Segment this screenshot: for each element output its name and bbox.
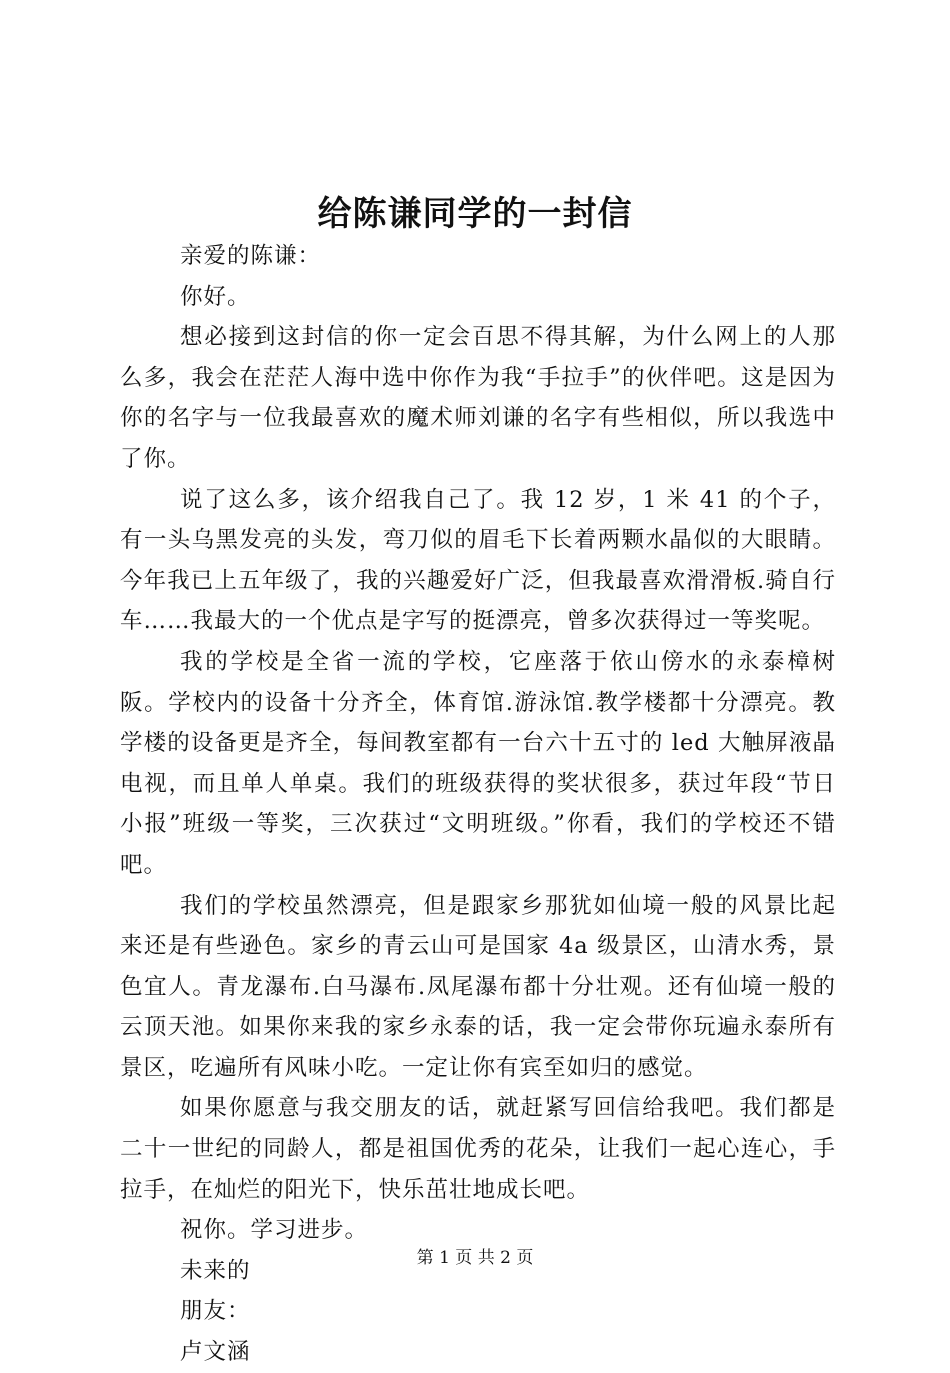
document-title: 给陈谦同学的一封信 [317,194,633,234]
signature: 卢文涵 [180,1339,251,1366]
salutation: 亲爱的陈谦： [180,243,322,269]
page-footer: 第 1 页 共 2 页 [416,1248,534,1268]
letter-body [120,236,836,1373]
paragraph-5: 如果你愿意与我交朋友的话，就赶紧写回信给我吧。我们都是二十一世纪的同龄人，都是祖国优秀的花朵，让我们一起心连心，手拉手，在灿烂的阳光下，快乐茁壮地成长吧。 [120,1095,836,1203]
greeting: 你好。 [180,283,251,310]
paragraph-2: 说了这么多，该介绍我自己了。我 12 岁，1 米 41 的个子，有一头乌黑发亮的头发，弯刀似的眉毛下长着两颗水晶似的大眼睛。今年我已上五年级了，我的兴趣爱好广泛，但我最喜欢滑滑板.骑自行车……我最大的一个优点是字写的挺漂亮，曾多次获得过一等奖呢。 [120,486,836,635]
paragraph-3: 我的学校是全省一流的学校，它座落于依山傍水的永泰樟树阪。学校内的设备十分齐全，体育馆.游泳馆.教学楼都十分漂亮。教学楼的设备更是齐全，每间教室都有一台六十五寸的 led 大触屏液晶电视，而且单人单桌。我们的班级获得的奖状很多，获过年段“节日小报”班级一等奖，三次获过“文明班级。”你看，我们的学校还不错吧。 [120,648,836,878]
signoff-line-2: 朋友： [180,1298,251,1325]
signoff-line-1: 未来的 [180,1257,251,1284]
closing-wish: 祝你。学习进步。 [180,1217,369,1244]
paragraph-4: 我们的学校虽然漂亮，但是跟家乡那犹如仙境一般的风景比起来还是有些逊色。家乡的青云山可是国家 4a 级景区，山清水秀，景色宜人。青龙瀑布.白马瀑布.凤尾瀑布都十分壮观。还有仙境一般的云顶天池。如果你来我的家乡永泰的话，我一定会带你玩遍永泰所有景区，吃遍所有风味小吃。一定让你有宾至如归的感觉。 [120,892,836,1081]
paragraph-1: 想必接到这封信的你一定会百思不得其解，为什么网上的人那么多，我会在茫茫人海中选中你作为我“手拉手”的伙伴吧。这是因为你的名字与一位我最喜欢的魔术师刘谦的名字有些相似，所以我选中了你。 [120,324,836,472]
